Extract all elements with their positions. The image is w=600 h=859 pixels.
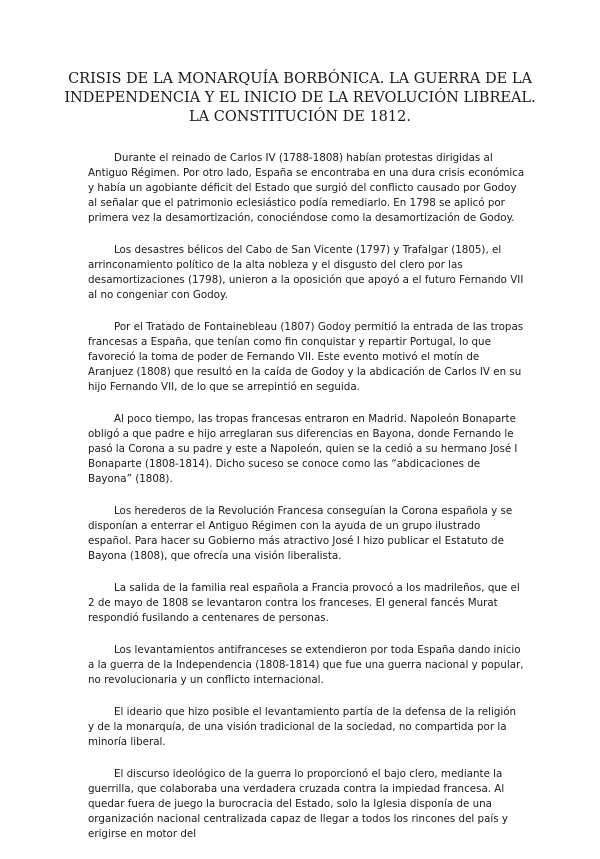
document-body [88,151,525,859]
paragraph-discurso: El discurso ideológico de la guerra lo proporcionó el bajo clero, mediante la guerrilla, que colaboraba una verdadera cruzada contra la impiedad francesa. Al quedar fuera de juego la burocracia del Estado, solo la Iglesia disponía de una organización nacional centralizada capaz de llegar a todos los rincones del país y erigirse en motor del [88,768,508,840]
paragraph-dos-de-mayo: La salida de la familia real española a Francia provocó a los madrileños, que el 2 de mayo de 1808 se levantaron contra los franceses. El general fancés Murat respondió fusilando a centenares de personas. [88,582,520,624]
document-title: CRISIS DE LA MONARQUÍA BORBÓNICA. LA GUERRA DE LA INDEPENDENCIA Y EL INICIO DE LA REVOLUCIÓN LIBREAL. LA CONSTITUCIÓN DE 1812. [64,71,536,125]
paragraph-ideario: El ideario que hizo posible el levantamiento partía de la defensa de la religión y de la monarquía, de una visión tradicional de la sociedad, no compartida por la minoría liberal. [88,706,517,748]
paragraph-bayona: Al poco tiempo, las tropas francesas entraron en Madrid. Napoleón Bonaparte obligó a que padre e hijo arreglaran sus diferencias en Bayona, donde Fernando le pasó la Corona a su padre y este a Napoleón, quien se la cedió a su hermano José I Bonaparte (1808-1814). Dicho suceso se conoce como las “abdicaciones de Bayona” (1808). [88,413,518,485]
paragraph-carlos-iv: Durante el reinado de Carlos IV (1788-1808) habían protestas dirigidas al Antiguo Régimen. Por otro lado, España se encontraba en una dura crisis económica y había un agobiante déficit del Estado que surgió del conflicto causado por Godoy al señalar que el patrimonio eclesiástico podía remediarlo. En 1798 se aplicó por primera vez la desamortización, conociéndose como la desamortización de Godoy. [88,152,525,224]
paragraph-desastres-belicos: Los desastres bélicos del Cabo de San Vicente (1797) y Trafalgar (1805), el arrinconamiento político de la alta nobleza y el disgusto del clero por las desamortizaciones (1798), unieron a la oposición que apoyó a el futuro Fernando VII al no congeniar con Godoy. [88,244,524,301]
paragraph-levantamientos: Los levantamientos antifranceses se extendieron por toda España dando inicio a la guerra de la Independencia (1808-1814) que fue una guerra nacional y popular, no revolucionaria y un conflicto internacional. [88,644,524,686]
paragraph-herederos: Los herederos de la Revolución Francesa conseguían la Corona española y se disponían a enterrar el Antiguo Régimen con la ayuda de un grupo ilustrado español. Para hacer su Gobierno más atractivo José I hizo publicar el Estatuto de Bayona (1808), que ofrecía una visión liberalista. [88,505,513,562]
paragraph-fontainebleau: Por el Tratado de Fontainebleau (1807) Godoy permitió la entrada de las tropas francesas a España, que tenían como fin conquistar y repartir Portugal, lo que favoreció la toma de poder de Fernando VII. Este evento motivó el motín de Aranjuez (1808) que resultó en la caída de Godoy y la abdicación de Carlos IV en su hijo Fernando VII, de lo que se arrepintió en seguida. [88,321,524,393]
